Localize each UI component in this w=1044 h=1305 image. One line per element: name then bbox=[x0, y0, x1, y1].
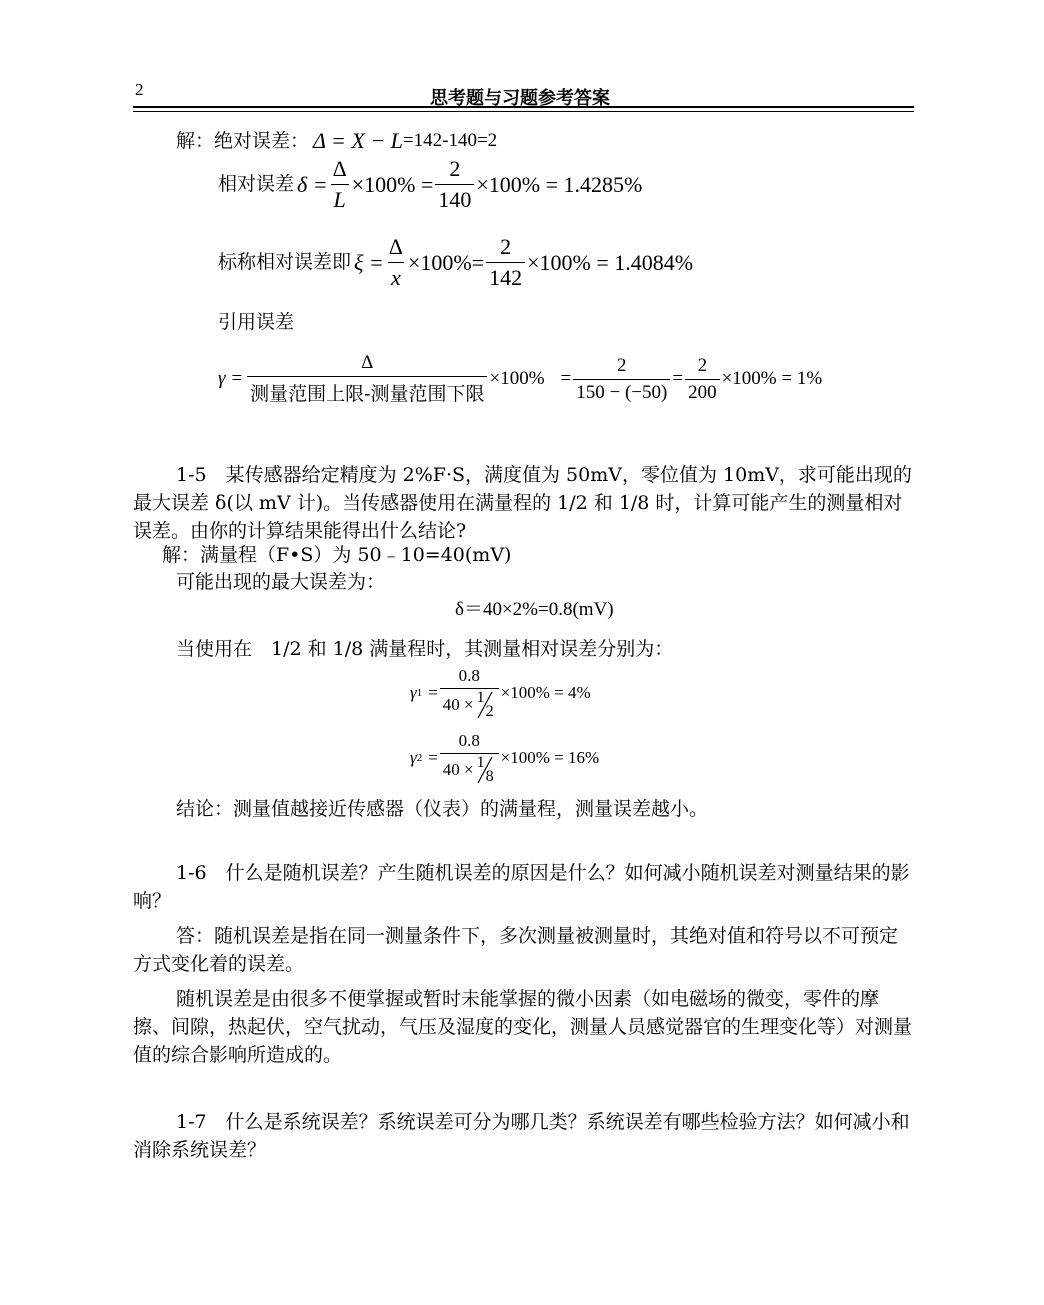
reference-error-mid: ×100% bbox=[489, 368, 545, 389]
slash-fraction-denominator: 8 bbox=[485, 768, 494, 785]
reference-error-eq2: = bbox=[672, 368, 684, 389]
reference-error-fraction-1 bbox=[247, 352, 487, 406]
fraction-numerator: 2 bbox=[697, 354, 708, 376]
gamma1-formula bbox=[410, 666, 591, 719]
fraction-denominator: 150 − (−50) bbox=[573, 379, 670, 404]
q15-conclusion: 结论：测量值越接近传感器（仪表）的满量程，测量误差越小。 bbox=[176, 798, 709, 820]
q15-solution-line-3: 当使用在 1/2 和 1/8 满量程时，其测量相对误差分别为： bbox=[176, 638, 674, 660]
relative-error-fraction-1 bbox=[330, 156, 350, 213]
slash-fraction-denominator: 2 bbox=[485, 703, 494, 720]
q15-solution-line-1: 解：满量程（F•S）为 50﹣10=40(mV) bbox=[162, 544, 512, 566]
denominator-text: 40 × bbox=[442, 760, 474, 779]
header-rule-thick bbox=[133, 106, 914, 108]
absolute-error-formula: Δ = X − L bbox=[313, 128, 403, 153]
gamma2-symbol: γ bbox=[410, 747, 417, 767]
header-rule-thin bbox=[133, 111, 914, 112]
nominal-error-result: ×100% = 1.4084% bbox=[527, 249, 694, 275]
header-title: 思考题与习题参考答案 bbox=[430, 88, 610, 109]
gamma1-fraction bbox=[440, 666, 499, 719]
fraction-denominator: L bbox=[331, 184, 349, 213]
slash-fraction-numerator: 1 bbox=[476, 689, 485, 706]
fraction-denominator: 测量范围上限-测量范围下限 bbox=[247, 376, 487, 406]
q15-delta-equation: δ＝40×2%=0.8(mV) bbox=[455, 599, 614, 620]
fraction-numerator: 0.8 bbox=[458, 666, 480, 685]
q15-solution-line-2: 可能出现的最大误差为： bbox=[176, 571, 386, 593]
gamma2-result: ×100% = 16% bbox=[500, 747, 600, 767]
fraction-numerator: Δ bbox=[332, 156, 347, 181]
reference-error-result: ×100% = 1% bbox=[721, 368, 823, 389]
fraction-denominator bbox=[440, 688, 499, 719]
fraction-numerator: Δ bbox=[388, 234, 403, 259]
fraction-numerator: 0.8 bbox=[458, 731, 480, 750]
nominal-error-fraction-2 bbox=[486, 234, 525, 291]
relative-error-symbol: δ = bbox=[297, 171, 328, 197]
reference-error-symbol: γ = bbox=[218, 368, 244, 389]
question-1-6: 1-6 什么是随机误差？产生随机误差的原因是什么？如何减小随机误差对测量结果的影响？ bbox=[133, 862, 910, 912]
reference-error-eq: = bbox=[560, 368, 572, 389]
reference-error-fraction-2 bbox=[573, 355, 670, 404]
gamma2-fraction bbox=[440, 731, 499, 784]
question-1-7: 1-7 什么是系统误差？系统误差可分为哪几类？系统误差有哪些检验方法？如何减小和消除系统误差？ bbox=[133, 1111, 910, 1161]
relative-error-fraction-2 bbox=[435, 156, 474, 213]
relative-error-line bbox=[218, 156, 642, 213]
absolute-error-line bbox=[176, 128, 497, 154]
page-number: 2 bbox=[135, 80, 144, 99]
fraction-denominator: 140 bbox=[435, 184, 474, 213]
absolute-error-value: =142-140=2 bbox=[402, 130, 498, 151]
question-1-5: 1-5 某传感器给定精度为 2%F·S，满度值为 50mV，零位值为 10mV，求可能出现的最大误差 δ(以 mV 计)。当传感器使用在满量程的 1/2 和 1/8 时，计算可能产生的测量相对误差。由你的计算结果能得出什么结论? bbox=[133, 464, 912, 542]
slash-fraction bbox=[474, 691, 496, 719]
denominator-text: 40 × bbox=[442, 695, 474, 714]
reference-error-fraction-3 bbox=[685, 355, 720, 404]
nominal-error-symbol: ξ = bbox=[354, 249, 384, 275]
gamma2-formula bbox=[410, 731, 599, 784]
fraction-denominator: 200 bbox=[685, 379, 720, 404]
slash-fraction-numerator: 1 bbox=[476, 754, 485, 771]
fraction-denominator: x bbox=[388, 262, 404, 291]
nominal-error-mid: ×100%= bbox=[407, 249, 485, 275]
fraction-denominator: 142 bbox=[486, 262, 525, 291]
gamma1-eq: = bbox=[428, 682, 438, 702]
gamma1-symbol: γ bbox=[410, 682, 417, 702]
gamma2-subscript: 2 bbox=[416, 751, 423, 764]
gamma1-subscript: 1 bbox=[416, 686, 423, 699]
gamma1-result: ×100% = 4% bbox=[500, 682, 591, 702]
fraction-numerator: 2 bbox=[617, 354, 627, 376]
nominal-error-label: 标称相对误差即 bbox=[218, 251, 352, 273]
absolute-error-label: 解：绝对误差： bbox=[176, 129, 310, 152]
gamma2-eq: = bbox=[428, 747, 438, 767]
nominal-relative-error-line bbox=[218, 234, 693, 291]
q16-answer-1: 答：随机误差是指在同一测量条件下，多次测量被测量时，其绝对值和符号以不可预定方式变化着的误差。 bbox=[133, 925, 899, 975]
fraction-denominator bbox=[440, 753, 499, 784]
reference-error-formula bbox=[218, 352, 822, 406]
relative-error-result: ×100% = 1.4285% bbox=[476, 171, 643, 197]
fraction-numerator: 2 bbox=[500, 234, 512, 259]
reference-error-label: 引用误差 bbox=[218, 311, 295, 333]
nominal-error-fraction-1 bbox=[386, 234, 406, 291]
relative-error-label: 相对误差 bbox=[218, 173, 295, 195]
q16-answer-2: 随机误差是由很多不便掌握或暂时未能掌握的微小因素（如电磁场的微变，零件的摩擦、间隙，热起伏，空气扰动，气压及湿度的变化，测量人员感觉器官的生理变化等）对测量值的综合影响所造成的。 bbox=[133, 988, 913, 1066]
relative-error-mid: ×100% = bbox=[351, 171, 434, 197]
slash-fraction bbox=[474, 756, 496, 784]
fraction-numerator: Δ bbox=[361, 352, 374, 373]
fraction-numerator: 2 bbox=[449, 156, 461, 181]
